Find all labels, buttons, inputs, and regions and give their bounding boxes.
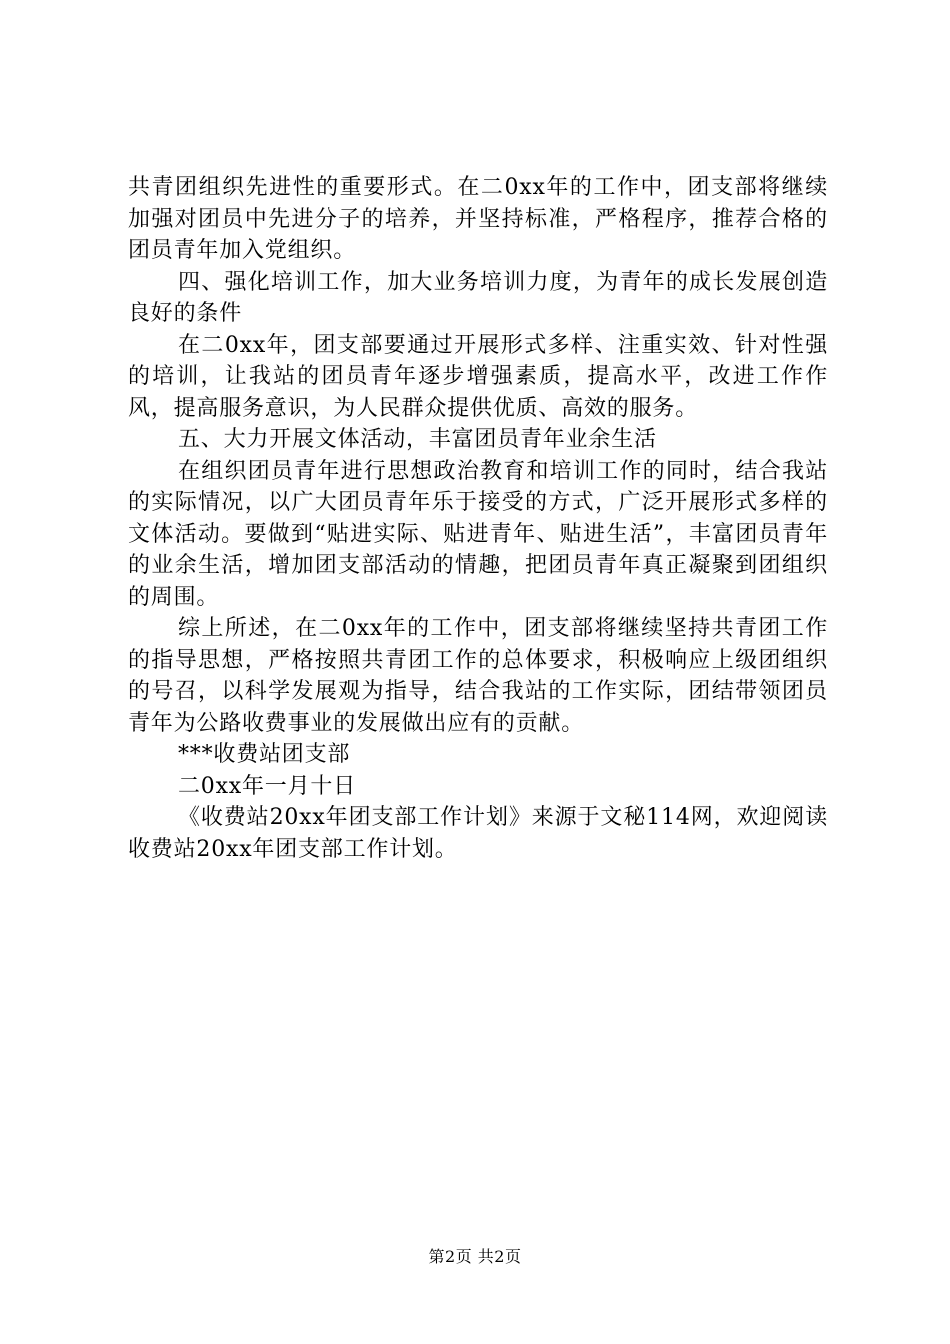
paragraph-party-membership: 共青团组织先进性的重要形式。在二0xx年的工作中，团支部将继续加强对团员中先进分子的培养，并坚持标准，严格程序，推荐合格的团员青年加入党组织。 xyxy=(128,175,828,263)
signature-date: 二0xx年一月十日 xyxy=(178,773,357,799)
signature-organization: ***收费站团支部 xyxy=(178,742,351,767)
paragraph-cultural-activities: 在组织团员青年进行思想政治教育和培训工作的同时，结合我站的实际情况，以广大团员青年乐于接受的方式，广泛开展形式多样的文体活动。要做到“贴进实际、贴进青年、贴进生活”，丰富团员青年的业余生活，增加团支部活动的情趣，把团员青年真正凝聚到团组织的周围。 xyxy=(128,458,828,610)
page-number-footer: 第2页 共2页 xyxy=(428,1247,522,1266)
document-body xyxy=(128,172,828,865)
paragraph-summary: 综上所述，在二0xx年的工作中，团支部将继续坚持共青团工作的指导思想，严格按照共青团工作的总体要求，积极响应上级团组织的号召，以科学发展观为指导，结合我站的工作实际，团结带领团员青年为公路收费事业的发展做出应有的贡献。 xyxy=(128,616,828,736)
source-note: 《收费站20xx年团支部工作计划》来源于文秘114网，欢迎阅读收费站20xx年团支部工作计划。 xyxy=(128,805,828,862)
heading-training: 四、强化培训工作，加大业务培训力度，为青年的成长发展创造良好的条件 xyxy=(128,269,828,326)
paragraph-training: 在二0xx年，团支部要通过开展形式多样、注重实效、针对性强的培训，让我站的团员青年逐步增强素质，提高水平，改进工作作风，提高服务意识，为人民群众提供优质、高效的服务。 xyxy=(128,332,828,421)
heading-cultural-activities: 五、大力开展文体活动，丰富团员青年业余生活 xyxy=(178,427,657,452)
